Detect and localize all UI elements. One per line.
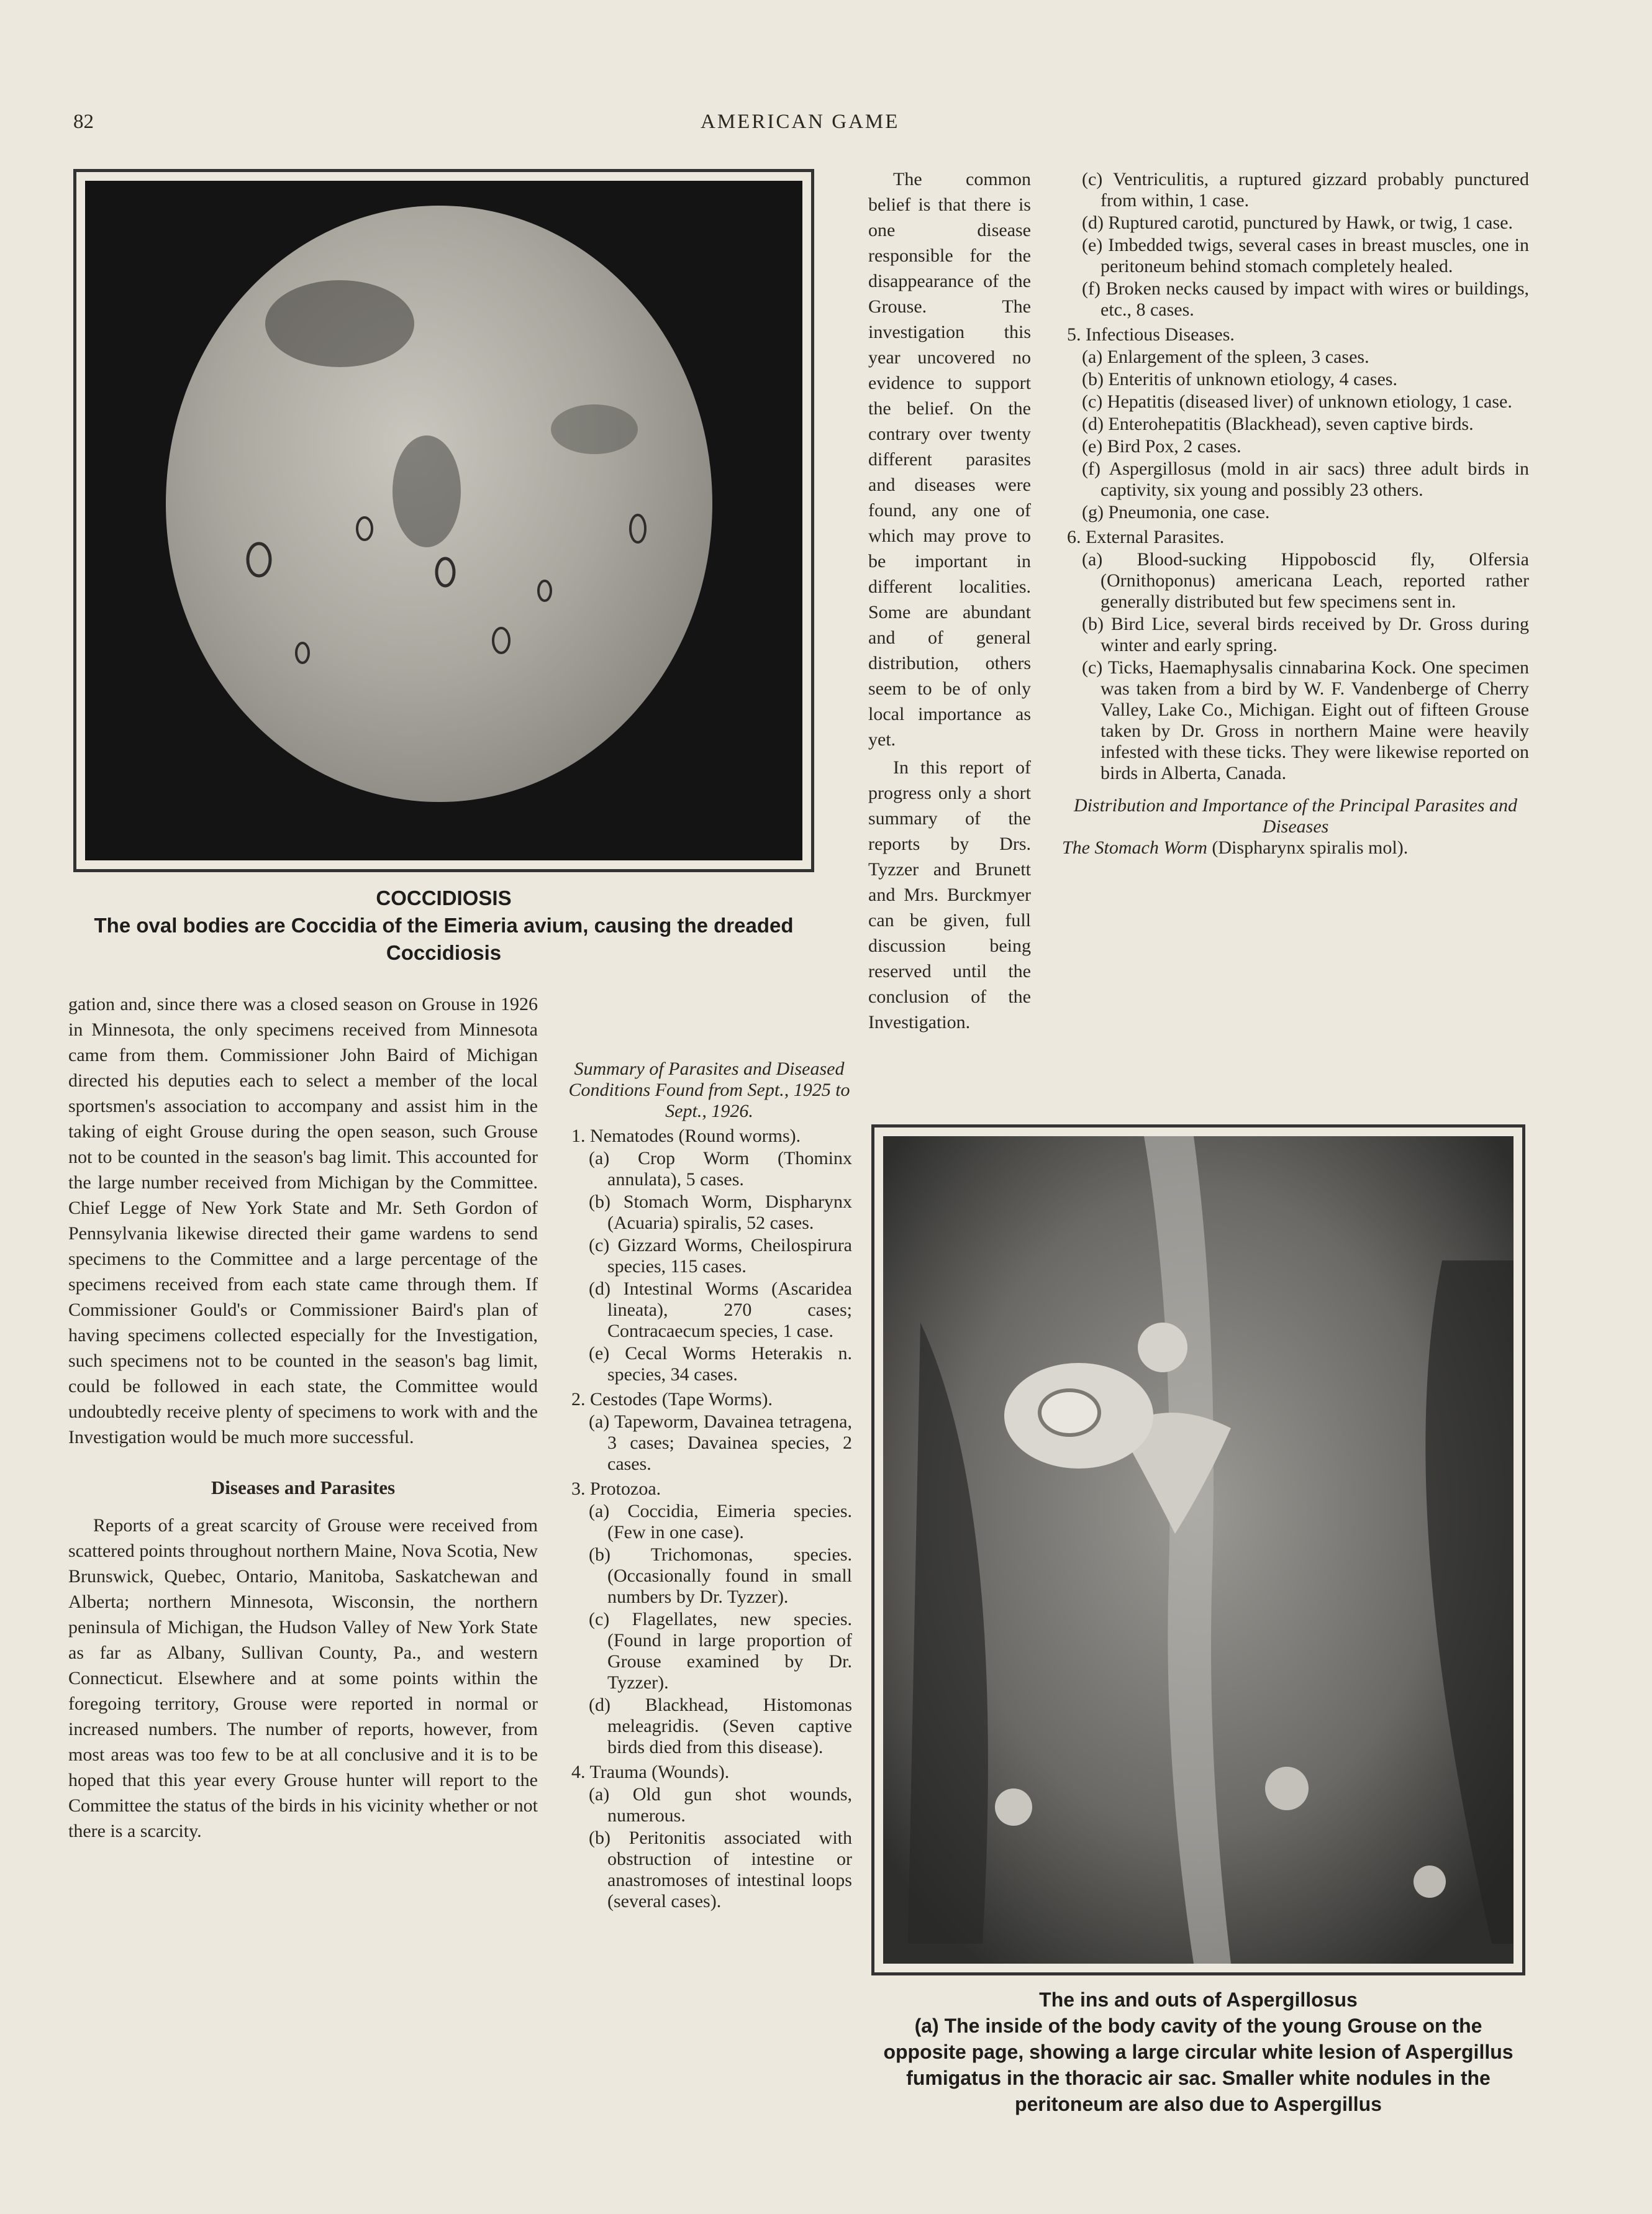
list-item: (d) Enterohepatitis (Blackhead), seven captive birds.	[1082, 414, 1474, 434]
list-item: (c) Hepatitis (diseased liver) of unknown etiology, 1 case.	[1082, 391, 1512, 412]
section-cestodes: 2. Cestodes (Tape Worms). (a) Tapeworm, Davainea tetragena, 3 cases; Davainea species, 2 cases.	[566, 1389, 852, 1475]
list-item: (a) Coccidia, Eimeria species. (Few in one case).	[589, 1501, 852, 1542]
coccidia-caption-text: The oval bodies are Coccidia of the Eimeria avium, causing the dreaded Coccidiosis	[94, 914, 794, 964]
left-column	[68, 991, 538, 1844]
intro-paragraph-1: The common belief is that there is one disease responsible for the disappearance of the Grouse. The investigation this year uncovered no evidence to support the belief. On the contrary over twenty different parasites and diseases were found, any one of which may prove to be important in different localities. Some are abundant and of general distribution, others seem to be of only local importance as yet.	[868, 169, 1031, 750]
aspergillus-caption-text: (a) The inside of the body cavity of the young Grouse on the opposite page, showing a large circular white lesion of Aspergillus fumigatus in the thoracic air sac. Smaller white nodules in the peritoneum are also due to Aspergillus	[883, 2015, 1514, 2115]
distribution-text	[1062, 837, 1529, 859]
section-external-parasites: 6. External Parasites. (a) Blood-sucking Hippoboscid fly, Olfersia (Ornithoponus) americana Leach, reported rather generally distributed but few specimens sent in. (b) Bird Lice, several birds received by Dr. Gross during winter and early spring. (c) Ticks, Haemaphysalis cinnabarina Kock. One specimen was taken from a bird by W. F. Vandenberge of Cherry Valley, Lake Co., Michigan. Eight out of fifteen Grouse taken by Dr. Gross in northern Maine were heavily infested with these ticks. They were likewise reported on birds in Alberta, Canada.	[1062, 527, 1529, 784]
diseases-paragraph: Reports of a great scarcity of Grouse were received from scattered points throughout northern Maine, Nova Scotia, New Brunswick, Quebec, Ontario, Manitoba, Saskatchewan and Alberta; northern Minnesota, Wisconsin, the northern peninsula of Michigan, the Hudson Valley of New York State as far as Albany, Sullivan County, Pa., and western Connecticut. Elsewhere and at some points within the foregoing territory, Grouse were reported in normal or increased numbers. The number of reports, however, from most areas was too few to be at all conclusive and it is to be hoped that this year every Grouse hunter will report to the Committee the status of the birds in his vicinity whether or not there is a scarcity.	[68, 1515, 538, 1841]
summary-heading: Summary of Parasites and Diseased Conditions Found from Sept., 1925 to Sept., 1926.	[568, 1059, 850, 1121]
page-number: 82	[73, 111, 94, 133]
list-item: (d) Ruptured carotid, punctured by Hawk, or twig, 1 case.	[1082, 212, 1513, 233]
body-cavity-image	[883, 1136, 1514, 1964]
diseases-subheading: Diseases and Parasites	[211, 1477, 396, 1498]
list-item: (d) Blackhead, Histomonas meleagridis. (Seven captive birds died from this disease).	[589, 1695, 852, 1757]
coccidia-photo	[73, 169, 814, 872]
section-trauma: 4. Trauma (Wounds). (a) Old gun shot wounds, numerous. (b) Peritonitis associated with obstruction of intestine or anastromoses of intestinal loops (several cases).	[566, 1762, 852, 1912]
aspergillus-caption	[871, 1987, 1525, 2117]
distribution-heading: Distribution and Importance of the Principal Parasites and Diseases	[1073, 795, 1518, 837]
intro-column	[868, 166, 1031, 1035]
list-item: (b) Bird Lice, several birds received by Dr. Gross during winter and early spring.	[1082, 614, 1529, 655]
list-item: (c) Ticks, Haemaphysalis cinnabarina Kock. One specimen was taken from a bird by W. F. Vandenberge of Cherry Valley, Lake Co., Michigan. Eight out of fifteen Grouse taken by Dr. Gross in northern Maine were heavily infested with these ticks. They were likewise reported on birds in Alberta, Canada.	[1082, 657, 1529, 783]
continued-paragraph: gation and, since there was a closed season on Grouse in 1926 in Minnesota, the only specimens received from Minnesota came from them. Commissioner John Baird of Michigan directed his deputies each to select a member of the local sportsmen's association to accompany and assist him in the taking of eight Grouse during the open season, such Grouse not to be counted in the season's bag limit. This accounted for the large number received from Michigan by the Committee. Chief Legge of New York State and Mr. Seth Gordon of Pennsylvania likewise directed their game wardens to send specimens to the Committee and a large percentage of the specimens received from each state came through them. If Commissioner Gould's or Commissioner Baird's plan of having specimens collected especially for the Investigation, such specimens not to be counted in the season's bag limit, could be followed in each state, the Committee would undoubtedly receive plenty of specimens to work with and the Investigation would be much more successful.	[68, 994, 538, 1447]
coccidia-title: COCCIDIOSIS	[376, 886, 512, 909]
list-item: (a) Tapeworm, Davainea tetragena, 3 cases; Davainea species, 2 cases.	[589, 1411, 852, 1474]
list-item: (c) Gizzard Worms, Cheilospirura species, 115 cases.	[589, 1235, 852, 1277]
list-item: (f) Aspergillosus (mold in air sacs) three adult birds in captivity, six young and possibly 23 others.	[1082, 458, 1529, 500]
coccidia-caption	[73, 885, 814, 967]
list-item: (b) Peritonitis associated with obstruction of intestine or anastromoses of intestinal loops (several cases).	[589, 1828, 852, 1911]
list-item: (a) Blood-sucking Hippoboscid fly, Olfersia (Ornithoponus) americana Leach, reported rather generally distributed but few specimens sent in.	[1082, 549, 1529, 612]
list-item: (e) Cecal Worms Heterakis n. species, 34 cases.	[589, 1343, 852, 1385]
microscope-field	[166, 206, 712, 802]
list-item: (a) Crop Worm (Thominx annulata), 5 cases.	[589, 1148, 852, 1190]
coccidia-cells	[166, 206, 712, 802]
section-nematodes: 1. Nematodes (Round worms). (a) Crop Worm (Thominx annulata), 5 cases. (b) Stomach Worm, Dispharynx (Acuaria) spiralis, 52 cases. (c) Gizzard Worms, Cheilospirura species, 115 cases. (d) Intestinal Worms (Ascaridea lineata), 270 cases; Contracaecum species, 1 case. (e) Cecal Worms Heterakis n. species, 34 cases.	[566, 1126, 852, 1385]
list-item: (g) Pneumonia, one case.	[1082, 502, 1270, 522]
distribution-lead: The Stomach Worm	[1062, 837, 1207, 858]
summary-list	[566, 1059, 852, 1912]
list-item: (a) Old gun shot wounds, numerous.	[589, 1784, 852, 1826]
running-head: AMERICAN GAME	[701, 111, 900, 133]
intro-paragraph-2: In this report of progress only a short summary of the reports by Drs. Tyzzer and Brunett and Mrs. Burckmyer can be given, full discussion being reserved until the conclusion of the Investigation.	[868, 757, 1031, 1032]
list-item: (b) Stomach Worm, Dispharynx (Acuaria) spiralis, 52 cases.	[589, 1191, 852, 1233]
list-item: (e) Imbedded twigs, several cases in breast muscles, one in peritoneum behind stomach completely healed.	[1082, 235, 1529, 276]
list-item: (c) Flagellates, new species. (Found in large proportion of Grouse examined by Dr. Tyzzer).	[589, 1609, 852, 1693]
list-item: (e) Bird Pox, 2 cases.	[1082, 436, 1241, 457]
summary-list-continued	[1062, 168, 1529, 859]
aspergillus-title: The ins and outs of Aspergillosus	[1039, 1988, 1358, 2011]
list-item: (c) Ventriculitis, a ruptured gizzard probably punctured from within, 1 case.	[1082, 169, 1529, 211]
list-item: (f) Broken necks caused by impact with wires or buildings, etc., 8 cases.	[1082, 278, 1529, 320]
aspergillus-photo	[871, 1124, 1525, 1975]
section-protozoa: 3. Protozoa. (a) Coccidia, Eimeria species. (Few in one case). (b) Trichomonas, species. (Occasionally found in small numbers by Dr. Tyzzer). (c) Flagellates, new species. (Found in large proportion of Grouse examined by Dr. Tyzzer). (d) Blackhead, Histomonas meleagridis. (Seven captive birds died from this disease).	[566, 1478, 852, 1758]
list-item: (d) Intestinal Worms (Ascaridea lineata), 270 cases; Contracaecum species, 1 case.	[589, 1278, 852, 1341]
distribution-rest: (Dispharynx spiralis mol).	[1207, 837, 1409, 858]
list-item: (a) Enlargement of the spleen, 3 cases.	[1082, 347, 1369, 367]
list-item: (b) Enteritis of unknown etiology, 4 cases.	[1082, 369, 1397, 390]
list-item: (b) Trichomonas, species. (Occasionally found in small numbers by Dr. Tyzzer).	[589, 1544, 852, 1607]
section-infectious: 5. Infectious Diseases. (a) Enlargement of the spleen, 3 cases. (b) Enteritis of unknown etiology, 4 cases. (c) Hepatitis (diseased liver) of unknown etiology, 1 case. (d) Enterohepatitis (Blackhead), seven captive birds. (e) Bird Pox, 2 cases. (f) Aspergillosus (mold in air sacs) three adult birds in captivity, six young and possibly 23 others. (g) Pneumonia, one case.	[1062, 324, 1529, 523]
